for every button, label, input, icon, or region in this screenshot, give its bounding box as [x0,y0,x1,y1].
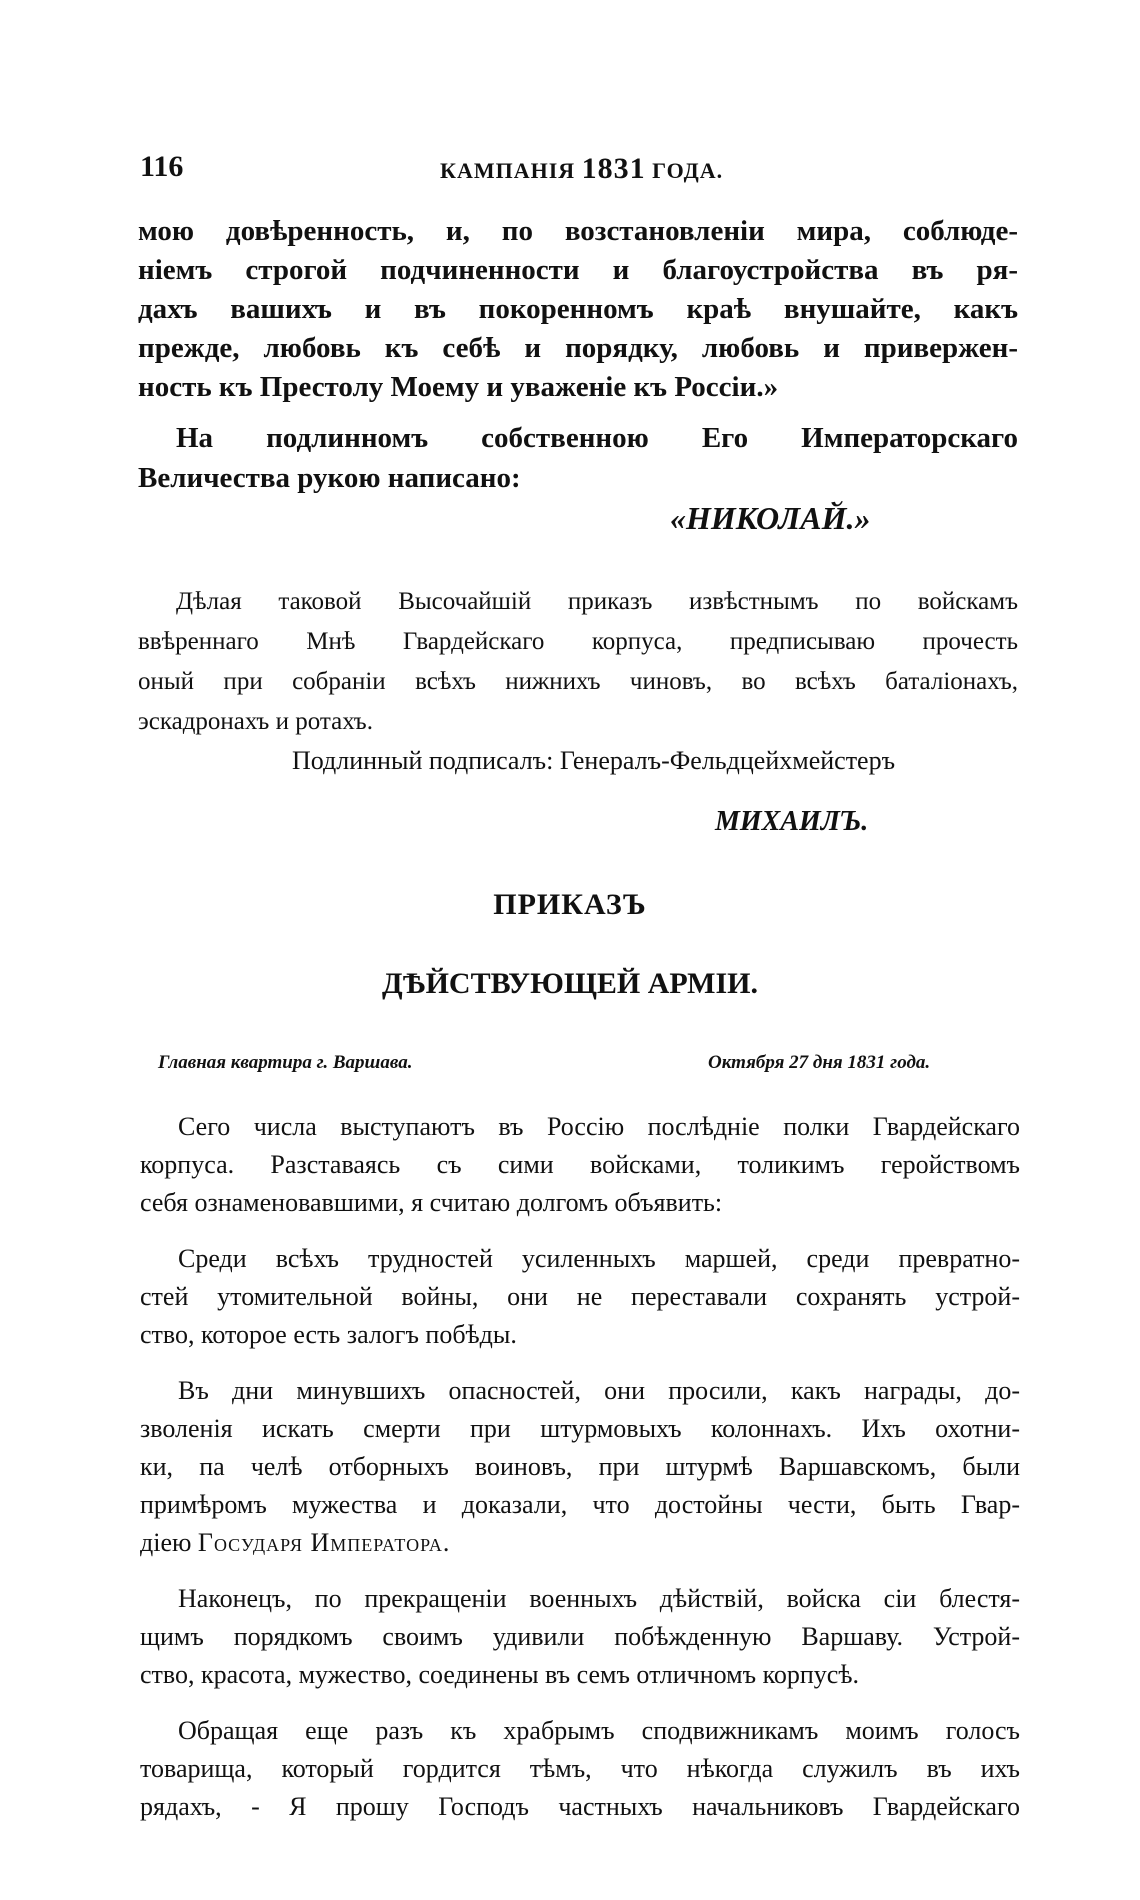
order-body [140,1108,1020,1844]
emperor-signature: «НИКОЛАЙ.» [670,500,871,536]
text-line: ніемъ строгой подчиненности и благоустройства въ ря- [138,254,1018,286]
text-line: прежде, любовь къ себѣ и порядку, любовь и привержен- [138,332,1018,364]
running-title-prefix: КАМПАНІЯ [440,158,576,183]
text-line: Дѣлая таковой Высочайшій приказъ извѣстнымъ по войскамъ [176,588,1018,615]
text-line: примѣромъ мужества и доказали, что достойны чести, быть Гвар- [140,1490,1020,1519]
announcement-text [138,582,1018,742]
text-line: дахъ вашихъ и въ покоренномъ краѣ внушайте, какъ [138,293,1018,325]
text-line: оный при собраніи всѣхъ нижнихъ чиновъ, во всѣхъ баталіонахъ, [138,668,1018,695]
signed-line: Подлинный подписалъ: Генералъ-Фельдцейхмейстеръ [292,746,896,775]
dateline-place: Главная квартира г. Варшава. [158,1052,413,1073]
text-line: ность къ Престолу Моему и уваженіе къ Россіи.» [138,371,779,403]
paragraph [140,1108,1020,1222]
original-note [138,418,1018,498]
text-line: ввѣреннаго Мнѣ Гвардейскаго корпуса, предписываю прочесть [138,628,1018,655]
text-line: щимъ порядкомъ своимъ удивили побѣжденную Варшаву. Устрой- [140,1622,1020,1651]
text-line: рядахъ, - Я прошу Господъ частныхъ начальниковъ Гвардейскаго [140,1792,1020,1821]
paragraph [140,1712,1020,1826]
order-title: ПРИКАЗЪ [493,888,647,921]
text-line: товарища, который гордится тѣмъ, что нѣкогда служилъ въ ихъ [140,1754,1020,1783]
continued-order-text [138,212,1018,407]
text-line: эскадронахъ и ротахъ. [138,708,373,735]
text-line: ки, па челѣ отборныхъ воиновъ, при штурмѣ Варшавскомъ, были [140,1452,1020,1481]
text-line: Въ дни минувшихъ опасностей, они просили, какъ награды, до- [178,1376,1020,1405]
running-title-year: 1831 [581,152,646,185]
paragraph [140,1580,1020,1694]
text-line: ство, красота, мужество, соединены въ семъ отличномъ корпусѣ. [140,1660,859,1689]
page-number: 116 [140,150,184,183]
text-line [140,1524,1020,1562]
text-line: ство, которое есть залогъ побѣды. [140,1320,517,1349]
signer-name: МИХАИЛЪ. [715,806,869,837]
text-line: корпуса. Разставаясь съ сими войсками, толикимъ геройствомъ [140,1150,1020,1179]
running-head [140,150,1020,190]
running-title-suffix: ГОДА. [652,158,724,183]
text-line: стей утомительной войны, они не переставали сохранять устрой- [140,1282,1020,1311]
order-subtitle: ДѢЙСТВУЮЩЕЙ АРМІИ. [382,967,758,1000]
text-line: Наконецъ, по прекращеніи военныхъ дѣйствій, войска сіи блестя- [178,1584,1020,1613]
text-line: себя ознаменовавшими, я считаю долгомъ объявить: [140,1188,723,1217]
original-note-line-1: На подлинномъ собственною Его Императорскаго [176,422,1018,454]
running-title [440,152,723,186]
paragraph [140,1372,1020,1562]
dateline-date: Октября 27 дня 1831 года. [708,1052,931,1073]
text-line: мою довѣренность, и, по возстановленіи мира, соблюде- [138,215,1018,247]
paragraph [140,1240,1020,1354]
text-fragment: діею [140,1528,192,1557]
sovereign-title: Государя Императора. [197,1528,451,1557]
text-line: Среди всѣхъ трудностей усиленныхъ маршей, среди превратно- [178,1244,1020,1273]
original-note-line-2: Величества рукою написано: [138,462,521,494]
text-line: Обращая еще разъ къ храбрымъ сподвижникамъ моимъ голосъ [178,1716,1020,1745]
text-line: Сего числа выступаютъ въ Россію послѣдніе полки Гвардейскаго [178,1112,1020,1141]
text-line: зволенія искать смерти при штурмовыхъ колоннахъ. Ихъ охотни- [140,1414,1020,1443]
